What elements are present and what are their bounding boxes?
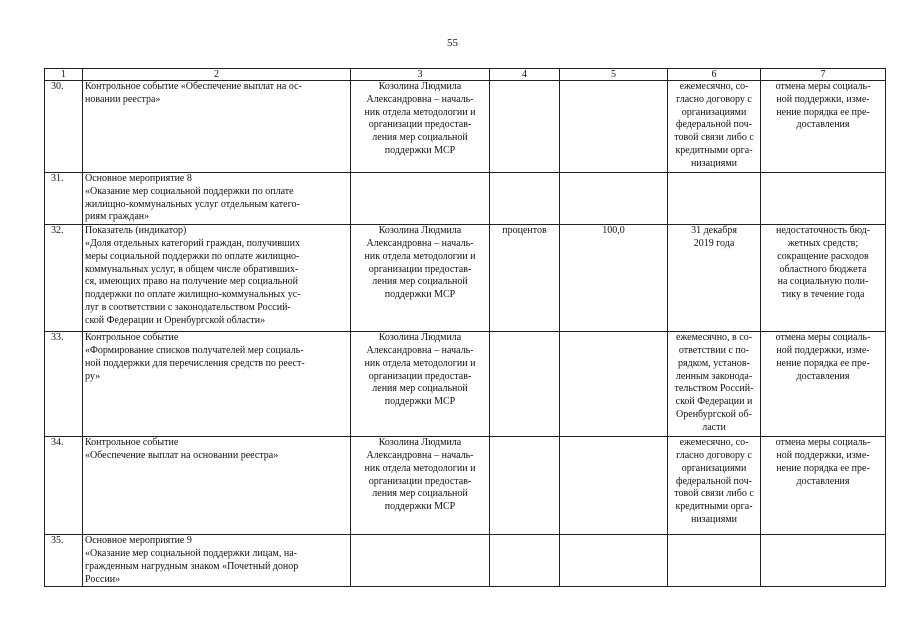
- row-description: [83, 81, 351, 173]
- row-risk: [761, 332, 886, 437]
- cell-line: поддержки МСР: [384, 289, 456, 301]
- cell-line: гражденным нагрудным знаком «Почетный донор: [85, 560, 299, 572]
- cell-line: поддержки МСР: [384, 396, 456, 408]
- row-number: 33.: [45, 332, 83, 437]
- cell-line: Козолина Людмила: [378, 81, 462, 92]
- cell-line: Контрольное событие «Обеспечение выплат на ос-: [85, 81, 302, 92]
- row-number: 35.: [45, 535, 83, 587]
- cell-line: Показатель (индикатор): [85, 225, 187, 237]
- cell-line: гласно договору с: [676, 449, 752, 461]
- cell-line: сокращение расходов: [777, 250, 869, 262]
- cell-line: поддержки МСР: [384, 501, 456, 513]
- row-risk: [761, 225, 886, 332]
- row-responsible: [351, 225, 490, 332]
- cell-line: поддержки по оплате жилищно-коммунальных ус-: [85, 289, 301, 301]
- cell-line: «Формирование списков получателей мер социаль-: [85, 344, 304, 356]
- row-term: [668, 437, 761, 535]
- cell-line: ной поддержки, изме-: [776, 449, 870, 461]
- row-value: [560, 81, 668, 173]
- cell-line: ской Федерации и: [675, 396, 753, 408]
- cell-line: 100,0: [602, 225, 625, 237]
- cell-line: федеральной поч-: [675, 475, 753, 487]
- row-responsible: [351, 535, 490, 587]
- cell-line: федеральной поч-: [675, 119, 753, 131]
- cell-line: Козолина Людмила: [378, 437, 462, 449]
- cell-line: Козолина Людмила: [378, 225, 462, 237]
- cell-line: отмена меры социаль-: [775, 332, 871, 344]
- cell-line: кредитными орга-: [675, 144, 753, 156]
- cell-line: жетных средств;: [787, 237, 859, 249]
- cell-line: ник отдела методологии и: [364, 462, 476, 474]
- row-number: 34.: [45, 437, 83, 535]
- cell-line: «Доля отдельных категорий граждан, получивших: [85, 237, 300, 249]
- row-unit: [490, 332, 560, 437]
- cell-line: доставления: [796, 370, 850, 382]
- cell-line: 2019 года: [693, 237, 735, 249]
- cell-line: организации предостав-: [368, 475, 472, 487]
- row-responsible: [351, 81, 490, 173]
- cell-line: ной поддержки, изме-: [776, 93, 870, 105]
- cell-line: ления мер социальной: [372, 276, 468, 288]
- cell-line: на социальную поли-: [777, 276, 869, 288]
- cell-line: Контрольное событие: [85, 332, 179, 344]
- cell-line: тику в течение года: [781, 289, 865, 301]
- cell-line: товой связи либо с: [674, 132, 754, 144]
- row-number: 31.: [45, 173, 83, 225]
- row-term: [668, 81, 761, 173]
- column-number-row: [45, 69, 886, 81]
- cell-line: ной поддержки, изме-: [776, 344, 870, 356]
- cell-line: организации предостав-: [368, 370, 472, 382]
- cell-line: гласно договору с: [676, 93, 752, 105]
- cell-line: товой связи либо с: [674, 488, 754, 500]
- row-value: [560, 173, 668, 225]
- row-description: [83, 437, 351, 535]
- row-number: 30.: [45, 81, 83, 173]
- row-number: 32.: [45, 225, 83, 332]
- row-description: [83, 535, 351, 587]
- cell-line: ленным законода-: [675, 370, 753, 382]
- table-row: [45, 437, 886, 535]
- cell-line: «Оказание мер социальной поддержки по оплате: [85, 185, 294, 197]
- cell-line: Контрольное событие: [85, 437, 179, 449]
- cell-line: организации предостав-: [368, 263, 472, 275]
- cell-line: нение порядка ее пре-: [776, 357, 870, 369]
- cell-line: риям граждан»: [85, 211, 150, 223]
- row-description: [83, 225, 351, 332]
- column-number: 7: [761, 69, 886, 81]
- table-row: [45, 332, 886, 437]
- cell-line: недостаточность бюд-: [775, 225, 871, 237]
- cell-line: тельством Россий-: [674, 383, 754, 395]
- cell-line: ник отдела методологии и: [364, 250, 476, 262]
- column-number: 1: [45, 69, 83, 81]
- cell-line: ник отдела методологии и: [364, 106, 476, 118]
- cell-line: Александровна – началь-: [366, 344, 474, 356]
- row-value: [560, 535, 668, 587]
- cell-line: Александровна – началь-: [366, 237, 474, 249]
- row-unit: [490, 225, 560, 332]
- row-unit: [490, 81, 560, 173]
- cell-line: процентов: [502, 225, 547, 237]
- cell-line: ласти: [702, 421, 726, 433]
- cell-line: нение порядка ее пре-: [776, 106, 870, 118]
- cell-line: ник отдела методологии и: [364, 357, 476, 369]
- cell-line: Основное мероприятие 8: [85, 173, 192, 184]
- column-number: 3: [351, 69, 490, 81]
- cell-line: коммунальных услуг, в общем числе обративших-: [85, 263, 299, 275]
- cell-line: Александровна – началь-: [366, 449, 474, 461]
- cell-line: Основное мероприятие 9: [85, 535, 192, 547]
- row-value: [560, 332, 668, 437]
- row-description: [83, 173, 351, 225]
- cell-line: ской Федерации и Оренбургской области»: [85, 314, 266, 326]
- row-risk: [761, 173, 886, 225]
- cell-line: областного бюджета: [779, 263, 867, 275]
- cell-line: поддержки МСР: [384, 144, 456, 156]
- row-value: [560, 437, 668, 535]
- cell-line: ежемесячно, со-: [679, 437, 749, 449]
- table-row: [45, 173, 886, 225]
- page-number: 55: [447, 37, 458, 49]
- cell-line: нение порядка ее пре-: [776, 462, 870, 474]
- cell-line: ления мер социальной: [372, 488, 468, 500]
- row-risk: [761, 535, 886, 587]
- row-term: [668, 332, 761, 437]
- cell-line: отмена меры социаль-: [775, 437, 871, 449]
- cell-line: ной поддержки для перечисления средств по реест-: [85, 357, 305, 369]
- cell-line: ответствии с по-: [678, 344, 750, 356]
- cell-line: доставления: [796, 475, 850, 487]
- row-value: [560, 225, 668, 332]
- cell-line: доставления: [796, 119, 850, 131]
- cell-line: низациями: [690, 513, 738, 525]
- row-unit: [490, 173, 560, 225]
- table-row: [45, 225, 886, 332]
- cell-line: «Обеспечение выплат на основании реестра»: [85, 449, 279, 461]
- cell-line: луг в соответствии с законодательством Россий-: [85, 301, 291, 313]
- row-unit: [490, 535, 560, 587]
- cell-line: ся, имеющих право на получение мер социальной: [85, 276, 298, 288]
- column-number: 6: [668, 69, 761, 81]
- cell-line: Оренбургской об-: [676, 408, 752, 420]
- cell-line: России»: [85, 573, 121, 585]
- cell-line: меры социальной поддержки по оплате жилищно-: [85, 250, 300, 262]
- row-term: [668, 173, 761, 225]
- row-unit: [490, 437, 560, 535]
- row-risk: [761, 437, 886, 535]
- row-term: [668, 535, 761, 587]
- cell-line: ру»: [85, 370, 101, 382]
- cell-line: организациями: [681, 106, 747, 118]
- cell-line: ления мер социальной: [372, 383, 468, 395]
- cell-line: 31 декабря: [691, 225, 737, 237]
- cell-line: жилищно-коммунальных услуг отдельным катего-: [85, 198, 300, 210]
- cell-line: ления мер социальной: [372, 132, 468, 144]
- cell-line: низациями: [690, 157, 738, 169]
- column-number: 5: [560, 69, 668, 81]
- row-responsible: [351, 173, 490, 225]
- cell-line: организации предостав-: [368, 119, 472, 131]
- cell-line: Козолина Людмила: [378, 332, 462, 344]
- cell-line: кредитными орга-: [675, 501, 753, 513]
- row-risk: [761, 81, 886, 173]
- cell-line: организациями: [681, 462, 747, 474]
- table-row: [45, 81, 886, 173]
- table-row: [45, 535, 886, 587]
- cell-line: рядком, установ-: [678, 357, 750, 369]
- row-term: [668, 225, 761, 332]
- cell-line: «Оказание мер социальной поддержки лицам, на-: [85, 547, 297, 559]
- cell-line: новании реестра»: [85, 93, 161, 105]
- cell-line: ежемесячно, со-: [679, 81, 749, 92]
- cell-line: отмена меры социаль-: [775, 81, 871, 92]
- row-responsible: [351, 332, 490, 437]
- row-responsible: [351, 437, 490, 535]
- cell-line: ежемесячно, в со-: [675, 332, 753, 344]
- row-description: [83, 332, 351, 437]
- column-number: 2: [83, 69, 351, 81]
- column-number: 4: [490, 69, 560, 81]
- cell-line: Александровна – началь-: [366, 93, 474, 105]
- plan-table: [44, 68, 886, 587]
